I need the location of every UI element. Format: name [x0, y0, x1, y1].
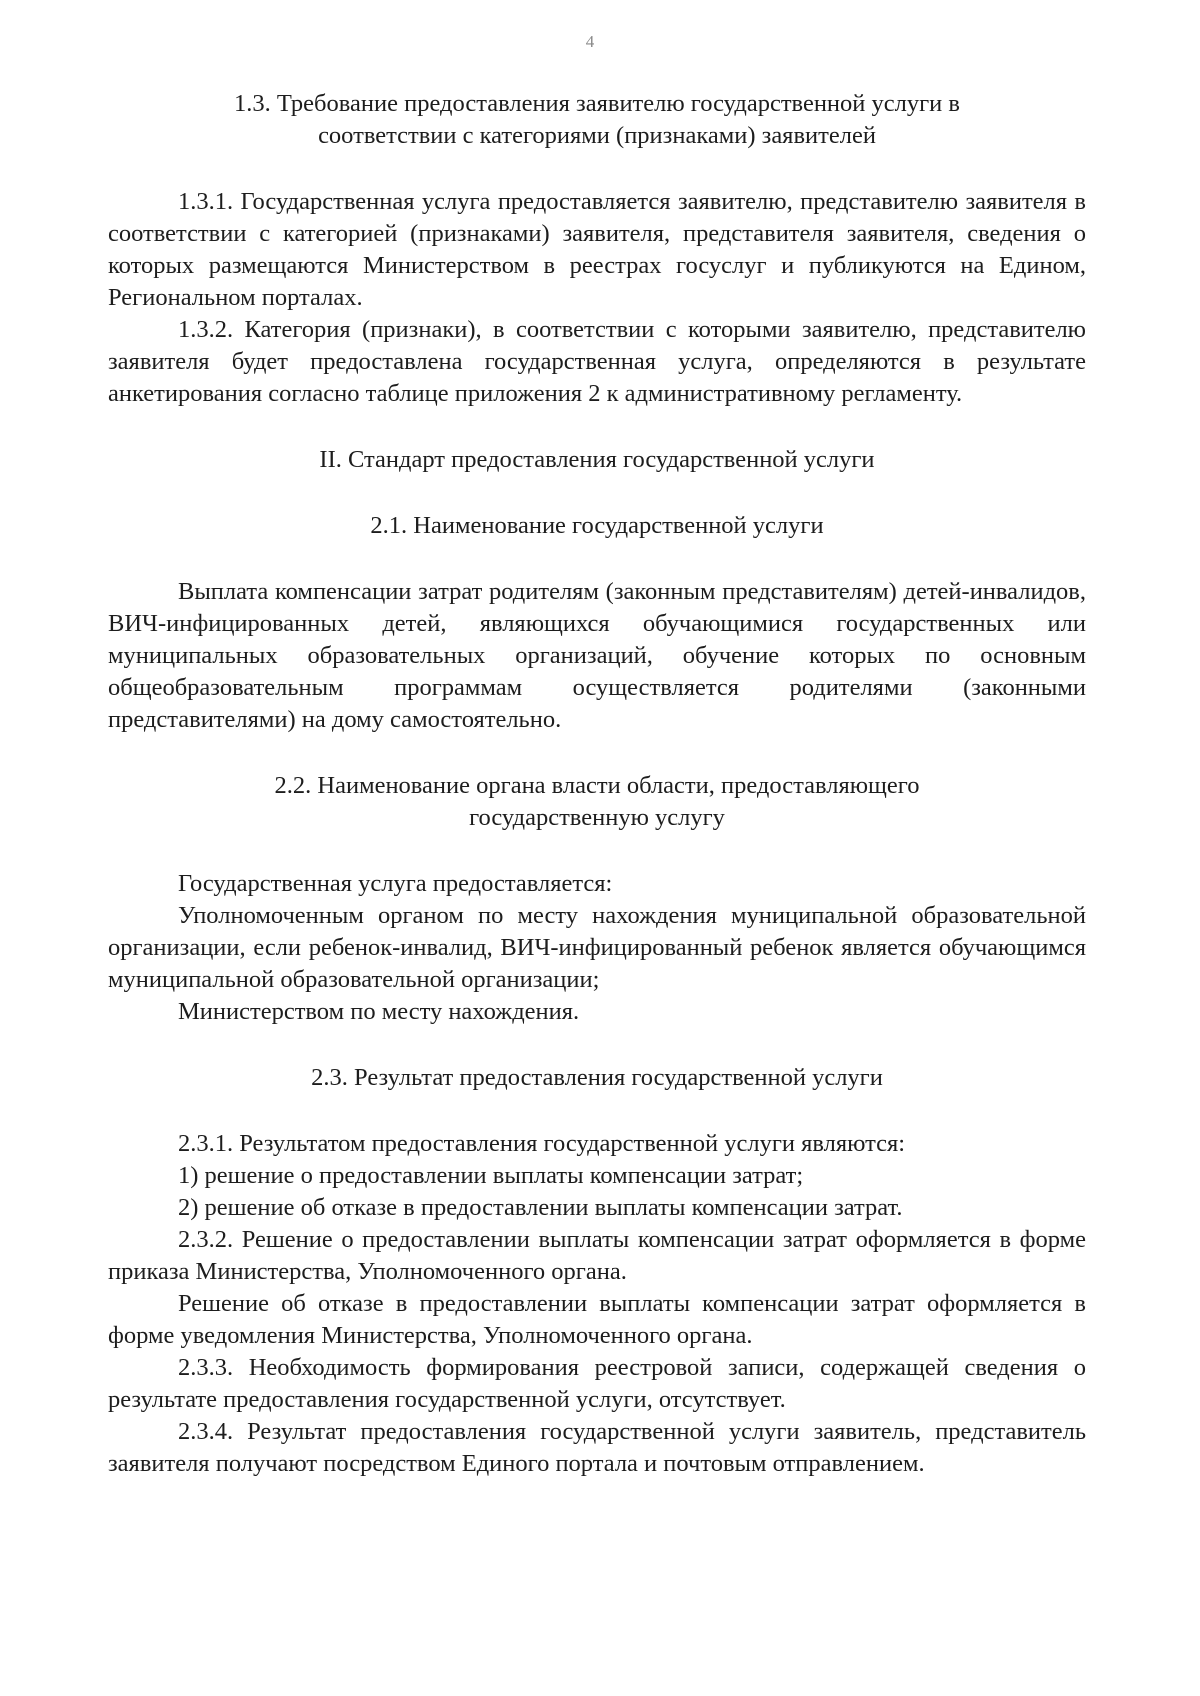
- paragraph-2-2-authorized-body: Уполномоченным органом по месту нахождения муниципальной образовательной организации, если ребенок-инвалид, ВИЧ-инфицированный ребенок является обучающимся муниципальной образовательной организации;: [108, 902, 1086, 993]
- page-number: 4: [585, 32, 595, 51]
- list-item-result-2: 2) решение об отказе в предоставлении выплаты компенсации затрат.: [178, 1194, 903, 1221]
- paragraph-2-3-3: 2.3.3. Необходимость формирования реестровой записи, содержащей сведения о результате предоставления государственной услуги, отсутствует.: [108, 1354, 1086, 1413]
- section-2-3-heading: 2.3. Результат предоставления государственной услуги: [311, 1064, 883, 1091]
- section-1-3-heading-line2: соответствии с категориями (признаками) заявителей: [318, 122, 876, 149]
- paragraph-2-3-4: 2.3.4. Результат предоставления государственной услуги заявитель, представитель заявителя получают посредством Единого портала и почтовым отправлением.: [108, 1418, 1086, 1477]
- paragraph-1-3-2: 1.3.2. Категория (признаки), в соответствии с которыми заявителю, представителю заявителя будет предоставлена государственная услуга, определяются в результате анкетирования согласно таблице приложения 2 к административному регламенту.: [108, 316, 1086, 407]
- section-2-1-heading: 2.1. Наименование государственной услуги: [370, 512, 824, 539]
- paragraph-2-3-1: 2.3.1. Результатом предоставления государственной услуги являются:: [178, 1130, 906, 1157]
- paragraph-2-3-2: 2.3.2. Решение о предоставлении выплаты компенсации затрат оформляется в форме приказа Министерства, Уполномоченного органа.: [108, 1226, 1086, 1285]
- paragraph-2-3-2-refusal: Решение об отказе в предоставлении выплаты компенсации затрат оформляется в форме уведомления Министерства, Уполномоченного органа.: [108, 1290, 1086, 1349]
- section-2-2-heading-line2: государственную услугу: [469, 804, 725, 831]
- section-1-3-heading-line1: 1.3. Требование предоставления заявителю государственной услуги в: [234, 90, 960, 117]
- paragraph-2-2-ministry: Министерством по месту нахождения.: [178, 998, 580, 1025]
- document-body: [108, 88, 1086, 1480]
- section-1-3-heading: [108, 88, 1086, 152]
- paragraph-1-3-1: 1.3.1. Государственная услуга предоставляется заявителю, представителю заявителя в соответствии с категорией (признаками) заявителя, представителя заявителя, сведения о которых размещаются Министерством в реестрах госуслуг и публикуются на Едином, Региональном порталах.: [108, 188, 1086, 311]
- list-item-result-1: 1) решение о предоставлении выплаты компенсации затрат;: [178, 1162, 804, 1189]
- section-2-heading: II. Стандарт предоставления государственной услуги: [319, 446, 875, 473]
- paragraph-2-1: Выплата компенсации затрат родителям (законным представителям) детей-инвалидов, ВИЧ-инфицированных детей, являющихся обучающимися государственных или муниципальных образовательных организаций, обучение которых по основным общеобразовательным программам осуществляется родителями (законными представителями) на дому самостоятельно.: [108, 578, 1086, 733]
- paragraph-2-2-intro: Государственная услуга предоставляется:: [178, 870, 613, 897]
- section-2-2-heading: [108, 770, 1086, 834]
- section-2-2-heading-line1: 2.2. Наименование органа власти области, предоставляющего: [274, 772, 920, 799]
